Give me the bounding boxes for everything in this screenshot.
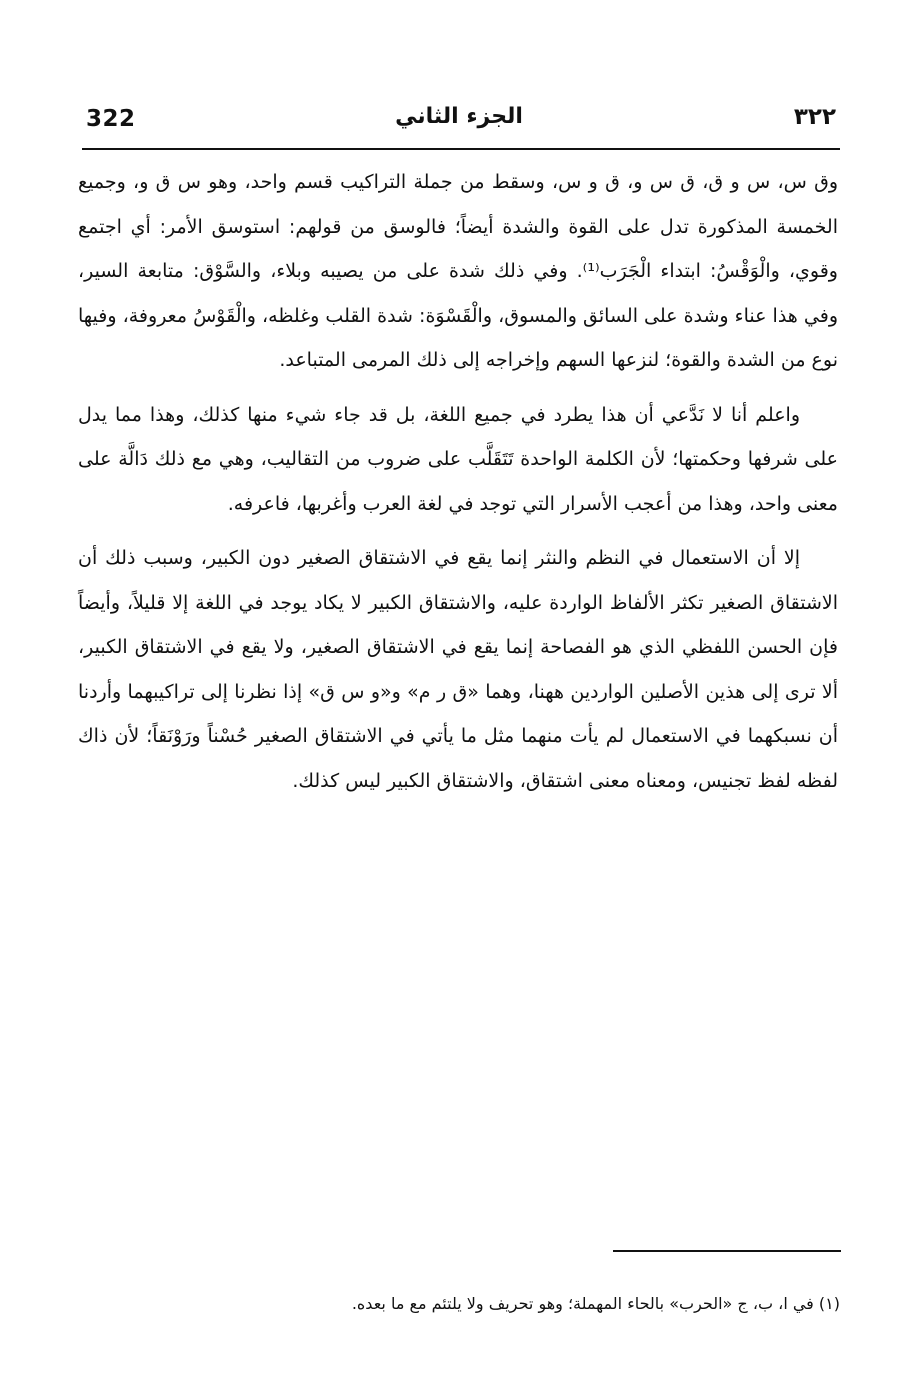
paragraph: وق س، س و ق، ق س و، ق و س، وسقط من جملة التراكيب قسم واحد، وهو س ق و، وجميع الخمسة المذكورة تدل على القوة والشدة أيضاً؛ فالوسق من قولهم: استوسق الأمر: أي اجتمع وقوي، والْوَقْسُ: ابتداء الْجَرَب⁽¹⁾. وفي ذلك شدة على من يصيبه وبلاء، والسَّوْق: متابعة السير، وفي هذا عناء وشدة على السائق والمسوق، والْقَسْوَة: شدة القلب وغلظه، والْقَوْسُ معروفة، وفيها نوع من الشدة والقوة؛ لنزعها السهم وإخراجه إلى ذلك المرمى المتباعد. [78, 171, 838, 371]
paragraph: إلا أن الاستعمال في النظم والنثر إنما يقع في الاشتقاق الصغير دون الكبير، وسبب ذلك أن الاشتقاق الصغير تكثر الألفاظ الواردة عليه، والاشتقاق الكبير لا يكاد يوجد في اللغة إلا قليلاً، وأيضاً فإن الحسن اللفظي الذي هو الفصاحة إنما يقع في الاشتقاق الصغير، ولا يقع في الاشتقاق الكبير، ألا ترى إلى هذين الأصلين الواردين ههنا، وهما «ق ر م» و«و س ق» إذا نظرنا إلى تراكيبهما وأردنا أن نسبكهما في الاستعمال لم يأت منهما مثل ما يأتي في الاشتقاق الصغير حُسْناً ورَوْنَقاً؛ لأن ذاك لفظه لفظ تجنيس، ومعناه معنى اشتقاق، والاشتقاق الكبير ليس كذلك. [78, 547, 838, 792]
main-text [78, 160, 838, 803]
page-number-latin: 322 [86, 106, 136, 132]
header-divider [82, 148, 840, 150]
paragraph: واعلم أنا لا نَدَّعي أن هذا يطرد في جميع اللغة، بل قد جاء شيء منها كذلك، وهذا مما يدل على شرفها وحكمتها؛ لأن الكلمة الواحدة تَتَقَلَّب على ضروب من التقاليب، وهي مع ذلك دَالَّة على معنى واحد، وهذا من أعجب الأسرار التي توجد في لغة العرب وأغربها، فاعرفه. [78, 403, 838, 515]
page-title: الجزء الثاني [395, 104, 523, 129]
page-header [78, 98, 840, 144]
footnote: (١) في ا، ب، ج «الحرب» بالحاء المهملة؛ وهو تحريف ولا يلتئم مع ما بعده. [351, 1294, 840, 1313]
page-number-arabic: ٣٢٢ [793, 104, 836, 130]
footnote-divider [613, 1250, 841, 1252]
